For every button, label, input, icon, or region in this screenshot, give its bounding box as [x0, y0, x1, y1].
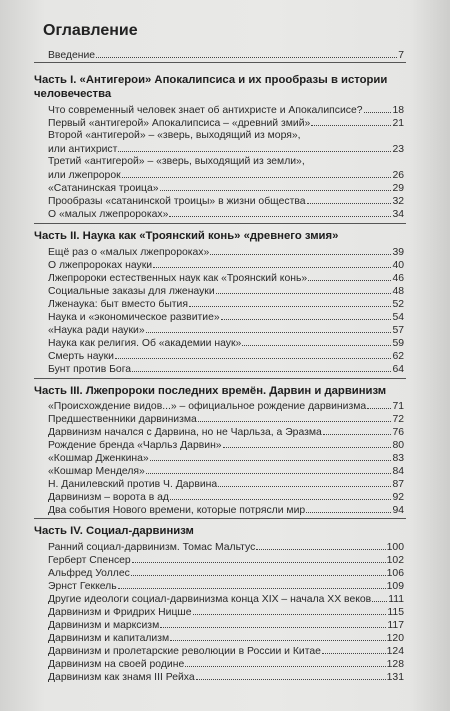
toc-entry-page: 100	[386, 542, 404, 553]
toc-entry-text: Дарвинизм и Фридрих Ницше	[48, 607, 192, 618]
toc-entry-page: 29	[392, 183, 404, 194]
toc-entry	[48, 670, 404, 682]
section-divider	[34, 518, 406, 519]
toc-entry-text: Бунт против Бога	[48, 364, 132, 375]
toc-leader-dots	[372, 592, 387, 602]
toc-leader-dots	[307, 194, 392, 204]
toc-entry	[48, 142, 404, 154]
toc-entry-page: 94	[392, 505, 404, 516]
toc-leader-dots	[322, 644, 386, 654]
toc-entry	[48, 553, 404, 565]
toc-entry-page: 48	[392, 286, 404, 297]
toc-entry-page: 40	[392, 260, 404, 271]
toc-entry-text: Дарвинизм на своей родине	[48, 659, 185, 670]
toc-entry	[48, 297, 404, 309]
toc-entry-text: Предшественники дарвинизма	[48, 414, 197, 425]
toc-entry	[48, 245, 404, 257]
toc-entry	[48, 477, 404, 489]
toc-entry-text: «Наука ради науки»	[48, 325, 145, 336]
toc-leader-dots	[132, 553, 386, 563]
toc-entry	[48, 129, 404, 141]
toc-leader-dots	[308, 271, 391, 281]
toc-entry	[48, 425, 404, 437]
toc-entry	[48, 155, 404, 167]
toc-entry	[48, 566, 404, 578]
toc-entry-page: 71	[392, 401, 404, 412]
toc-entry-text: Первый «антигерой» Апокалипсиса – «древний змий»	[48, 118, 311, 129]
toc-entry-text: Введение	[48, 50, 96, 61]
toc-leader-dots	[96, 48, 397, 58]
toc-entry-text: Дарвинизм и капитализм	[48, 633, 170, 644]
toc-entry	[48, 116, 404, 128]
toc-leader-dots	[256, 540, 385, 550]
section-divider	[34, 62, 406, 63]
part-heading-1: Часть I. «Антигерои» Апокалипсиса и их прообразы в истории человечества	[34, 74, 388, 100]
toc-entry-text: О «малых лжепророках»	[48, 209, 169, 220]
toc-entry	[48, 103, 404, 115]
toc-entry	[48, 451, 404, 463]
toc-entry	[48, 592, 404, 604]
toc-entry	[48, 194, 404, 206]
toc-entry-text: Дарвинизм – ворота в ад	[48, 492, 169, 503]
toc-entry	[48, 579, 404, 591]
toc-entry-text: Дарвинизм начался с Дарвина, но не Чарльза, а Эразма	[48, 427, 322, 438]
toc-leader-dots	[306, 155, 403, 164]
toc-entry-page: 39	[392, 247, 404, 258]
toc-leader-dots	[189, 297, 391, 307]
toc-entry-text: Ранний социал-дарвинизм. Томас Мальтус	[48, 542, 256, 553]
toc-entry-text: Два события Нового времени, которые потрясли мир	[48, 505, 306, 516]
toc-entry-page: 59	[392, 338, 404, 349]
toc-entry-text: «Сатанинская троица»	[48, 183, 159, 194]
toc-entry	[48, 181, 404, 193]
toc-entry-intro	[48, 48, 404, 60]
toc-entry-page: 72	[392, 414, 404, 425]
toc-entry-text: «Происхождение видов...» – официальное рождение дарвинизма	[48, 401, 367, 412]
toc-leader-dots	[221, 310, 392, 320]
section-divider	[34, 223, 406, 224]
toc-leader-dots	[185, 657, 385, 667]
toc-entry-text: или лжепророк	[48, 170, 121, 181]
toc-entry-page: 80	[392, 440, 404, 451]
toc-entry-page: 54	[392, 312, 404, 323]
toc-entry-text: Смерть науки	[48, 351, 114, 362]
toc-entry	[48, 438, 404, 450]
toc-entry-page: 34	[392, 209, 404, 220]
toc-entry-page: 106	[386, 568, 404, 579]
part-heading-2: Часть II. Наука как «Троянский конь» «древнего змия»	[34, 230, 339, 242]
toc-entry-text: Социальные заказы для лженауки	[48, 286, 215, 297]
toc-entry-page: 32	[392, 196, 404, 207]
toc-entry-page: 124	[386, 646, 404, 657]
toc-entry-text: Ещё раз о «малых лжепророках»	[48, 247, 210, 258]
toc-entry-text: Лжепророки естественных наук как «Троянский конь»	[48, 273, 308, 284]
toc-entry	[48, 631, 404, 643]
toc-leader-dots	[118, 142, 391, 152]
toc-entry-text: Рождение бренда «Чарльз Дарвин»	[48, 440, 222, 451]
toc-entry-page: 102	[386, 555, 404, 566]
toc-entry	[48, 503, 404, 515]
toc-leader-dots	[150, 451, 392, 461]
toc-entry-text: Лженаука: быт вместо бытия	[48, 299, 188, 310]
toc-leader-dots	[153, 258, 391, 268]
toc-leader-dots	[210, 245, 391, 255]
toc-entry-text: Эрнст Геккель	[48, 581, 117, 592]
toc-leader-dots	[146, 323, 392, 333]
toc-leader-dots	[218, 477, 391, 487]
toc-entry	[48, 284, 404, 296]
toc-entry-text: Третий «антигерой» – «зверь, выходящий из земли»,	[48, 156, 305, 167]
toc-leader-dots	[242, 336, 391, 346]
toc-entry-text: Дарвинизм как знамя III Рейха	[48, 672, 195, 683]
toc-leader-dots	[115, 349, 391, 359]
toc-leader-dots	[364, 103, 392, 113]
toc-entry-text: Н. Данилевский против Ч. Дарвина	[48, 479, 218, 490]
toc-leader-dots	[367, 399, 391, 409]
toc-entry-page: 57	[392, 325, 404, 336]
toc-entry-page: 128	[386, 659, 404, 670]
toc-entry-text: Наука и «экономическое развитие»	[48, 312, 220, 323]
toc-entry-page: 46	[392, 273, 404, 284]
toc-entry-text: Другие идеологи социал-дарвинизма конца XIX – начала XX веков	[48, 594, 372, 605]
toc-entry	[48, 362, 404, 374]
toc-entry-page: 109	[386, 581, 404, 592]
toc-entry-page: 111	[388, 594, 404, 605]
page-edge-shadow	[410, 0, 450, 711]
toc-leader-dots	[198, 412, 392, 422]
toc-leader-dots	[118, 579, 386, 589]
toc-title: Оглавление	[43, 22, 138, 39]
toc-entry-page: 115	[387, 607, 404, 618]
toc-entry	[48, 336, 404, 348]
toc-leader-dots	[170, 631, 386, 641]
toc-entry-text: «Кошмар Дженкина»	[48, 453, 149, 464]
toc-entry-page: 76	[392, 427, 404, 438]
toc-entry	[48, 207, 404, 219]
toc-leader-dots	[169, 207, 391, 217]
toc-entry	[48, 644, 404, 656]
toc-entry-page: 120	[386, 633, 404, 644]
toc-entry	[48, 258, 404, 270]
part-heading-4: Часть IV. Социал-дарвинизм	[34, 525, 194, 537]
toc-leader-dots	[193, 605, 387, 615]
toc-leader-dots	[302, 129, 403, 138]
toc-leader-dots	[311, 116, 391, 126]
toc-entry	[48, 490, 404, 502]
toc-leader-dots	[223, 438, 392, 448]
toc-leader-dots	[170, 490, 391, 500]
toc-entry-text: О лжепророках науки	[48, 260, 153, 271]
toc-entry-page: 87	[392, 479, 404, 490]
toc-entry-text: Альфред Уоллес	[48, 568, 130, 579]
toc-entry-page: 62	[392, 351, 404, 362]
toc-entry-text: Герберт Спенсер	[48, 555, 131, 566]
toc-entry-page: 21	[392, 118, 404, 129]
toc-entry-text: Второй «антигерой» – «зверь, выходящий из моря»,	[48, 130, 301, 141]
toc-entry	[48, 399, 404, 411]
toc-entry-text: Дарвинизм и пролетарские революции в России и Китае	[48, 646, 321, 657]
toc-entry	[48, 323, 404, 335]
toc-leader-dots	[216, 284, 392, 294]
toc-entry-page: 23	[392, 144, 404, 155]
toc-entry-page: 117	[387, 620, 404, 631]
toc-entry-page: 64	[392, 364, 404, 375]
toc-leader-dots	[122, 168, 392, 178]
toc-entry-page: 92	[392, 492, 404, 503]
toc-entry-page: 7	[398, 50, 404, 61]
toc-leader-dots	[323, 425, 392, 435]
toc-entry-page: 84	[392, 466, 404, 477]
toc-entry-text: Наука как религия. Об «академии наук»	[48, 338, 242, 349]
toc-entry	[48, 540, 404, 552]
toc-entry	[48, 412, 404, 424]
toc-leader-dots	[160, 181, 392, 191]
toc-entry-text: «Кошмар Менделя»	[48, 466, 145, 477]
toc-leader-dots	[160, 618, 386, 628]
toc-entry-text: или антихрист	[48, 144, 118, 155]
toc-entry	[48, 271, 404, 283]
toc-entry-page: 131	[386, 672, 404, 683]
toc-entry-text: Дарвинизм и марксизм	[48, 620, 160, 631]
part-heading-3: Часть III. Лжепророки последних времён. Дарвин и дарвинизм	[34, 385, 387, 397]
toc-entry	[48, 618, 404, 630]
toc-entry-page: 52	[392, 299, 404, 310]
toc-entry-text: Прообразы «сатанинской троицы» в жизни общества	[48, 196, 306, 207]
toc-entry	[48, 657, 404, 669]
toc-entry-page: 83	[392, 453, 404, 464]
toc-leader-dots	[132, 362, 391, 372]
toc-entry-page: 26	[392, 170, 404, 181]
toc-entry-page: 18	[392, 105, 404, 116]
toc-leader-dots	[196, 670, 386, 680]
toc-leader-dots	[131, 566, 386, 576]
toc-entry-text: Что современный человек знает об антихристе и Апокалипсисе?	[48, 105, 363, 116]
toc-entry	[48, 168, 404, 180]
toc-entry	[48, 310, 404, 322]
section-divider	[34, 378, 406, 379]
toc-leader-dots	[146, 464, 392, 474]
toc-leader-dots	[306, 503, 391, 513]
toc-entry	[48, 464, 404, 476]
toc-entry	[48, 605, 404, 617]
toc-entry	[48, 349, 404, 361]
